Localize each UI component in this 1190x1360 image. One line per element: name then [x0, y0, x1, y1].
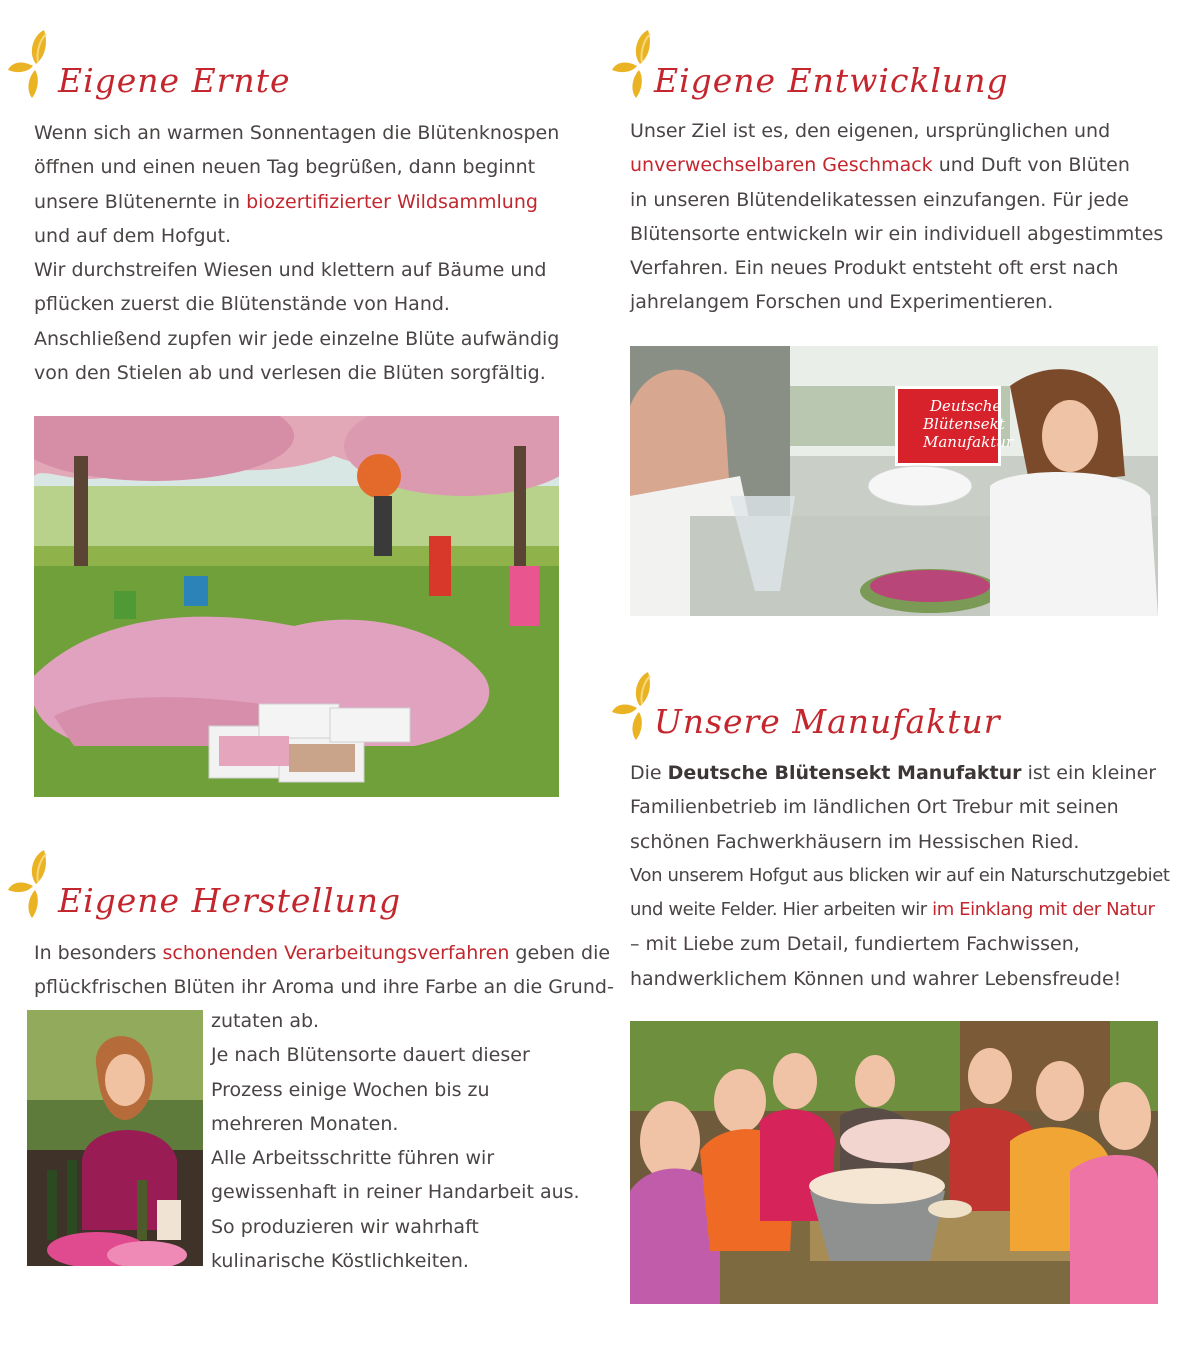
text-segment: öffnen und einen neuen Tag begrüßen, dann beginnt [34, 156, 536, 179]
text-line [211, 1141, 591, 1175]
text-line [211, 1038, 591, 1072]
text-segment: ist ein kleiner [1021, 762, 1157, 784]
text-line [630, 962, 1178, 996]
text-segment: und weite Felder. Hier arbeiten wir [630, 899, 933, 921]
text-line [630, 183, 1175, 217]
text-line [630, 859, 1178, 893]
text-line [630, 927, 1178, 961]
text-segment: von den Stielen ab und verlesen die Blüten sorgfältig. [34, 362, 546, 385]
lab-sign-line-0: Deutsche [930, 397, 1002, 415]
text-line [211, 1073, 591, 1107]
text-segment: schönen Fachwerkhäusern im Hessischen Ried. [630, 830, 1080, 853]
lab-sign-line-2: Manufaktur [923, 433, 1014, 451]
text-segment: Anschließend zupfen wir jede einzelne Blüte aufwändig [34, 327, 560, 350]
text-line [34, 936, 611, 970]
text-segment: Wenn sich an warmen Sonnentagen die Blütenknospen [34, 122, 560, 144]
text-segment: zutaten ab. [211, 1010, 320, 1032]
text-segment: Von unserem Hofgut aus blicken wir auf ein Naturschutzgebiet [630, 864, 1170, 886]
text-segment: und auf dem Hofgut. [34, 224, 232, 247]
text-line [630, 790, 1178, 824]
text-segment: handwerklichem Können und wahrer Lebensfreude! [630, 967, 1122, 990]
text-line [34, 150, 579, 184]
text-segment: jahrelangem Forschen und Experimentieren. [630, 291, 1054, 314]
text-line [34, 287, 579, 321]
woman-portrait-photo [27, 1010, 203, 1266]
blossom-harvest-photo [34, 416, 559, 797]
text-line [211, 1004, 591, 1038]
text-segment: Unser Ziel ist es, den eigenen, ursprünglichen und [630, 120, 1111, 142]
lab-tasting-photo [630, 346, 1158, 616]
text-segment: pflückfrischen Blüten ihr Aroma und ihre Farbe an die Grund- [34, 976, 614, 999]
text-line [630, 251, 1175, 285]
text-line [34, 116, 579, 150]
section-text-herstellung [34, 936, 614, 1005]
text-segment: Familienbetrieb im ländlichen Ort Trebur mit seinen [630, 796, 1119, 819]
section-title-ernte: Eigene Ernte [58, 61, 291, 100]
text-line [630, 756, 1178, 790]
bold-text: Deutsche Blütensekt Manufaktur [667, 762, 1022, 784]
text-segment: kulinarische Köstlichkeiten. [211, 1250, 469, 1273]
text-line [34, 253, 579, 287]
lab-sign-line-1: Blütensekt [923, 415, 1005, 433]
section-text-ernte [34, 116, 579, 390]
text-segment: So produzieren wir wahrhaft [211, 1215, 479, 1238]
text-segment: mehreren Monaten. [211, 1112, 399, 1135]
highlighted-text: biozertifizierter Wildsammlung [246, 190, 538, 213]
text-line [34, 219, 579, 253]
section-text-manufaktur [630, 756, 1178, 996]
text-line [211, 1210, 591, 1244]
section-title-entwicklung: Eigene Entwicklung [654, 61, 1009, 100]
text-line [34, 970, 614, 1004]
text-segment: in unseren Blütendelikatessen einzufangen. Für jede [630, 188, 1129, 211]
text-segment: Blütensorte entwickeln wir ein individuell abgestimmtes [630, 222, 1164, 245]
text-line [34, 322, 579, 356]
highlighted-text: schonenden Verarbeitungsverfahren [162, 942, 510, 964]
section-text-herstellung-continued [211, 1004, 591, 1278]
text-line [34, 356, 579, 390]
text-segment: und Duft von Blüten [932, 154, 1130, 177]
text-line [630, 825, 1178, 859]
text-line [630, 217, 1175, 251]
text-line [211, 1244, 591, 1278]
text-segment: pflücken zuerst die Blütenstände von Hand. [34, 293, 450, 316]
text-segment: Alle Arbeitsschritte führen wir [211, 1147, 495, 1170]
text-segment: Die [630, 762, 668, 784]
text-line [34, 185, 579, 219]
text-line [211, 1175, 591, 1209]
text-segment: geben die [509, 942, 611, 964]
text-segment: Wir durchstreifen Wiesen und klettern auf Bäume und [34, 259, 547, 282]
text-segment: Prozess einige Wochen bis zu [211, 1078, 490, 1101]
highlighted-text: unverwechselbaren Geschmack [630, 154, 933, 177]
text-segment: unsere Blütenernte in [34, 190, 247, 213]
text-line [630, 114, 1175, 148]
text-line [211, 1107, 591, 1141]
text-segment: Je nach Blütensorte dauert dieser [211, 1044, 530, 1067]
text-segment: – mit Liebe zum Detail, fundiertem Fachwissen, [630, 933, 1080, 956]
section-text-entwicklung [630, 114, 1175, 320]
text-segment: gewissenhaft in reiner Handarbeit aus. [211, 1181, 580, 1204]
team-table-photo [630, 1021, 1158, 1304]
text-line [630, 148, 1175, 182]
text-segment: In besonders [34, 942, 163, 964]
section-title-herstellung: Eigene Herstellung [58, 881, 402, 920]
text-segment: Verfahren. Ein neues Produkt entsteht oft erst nach [630, 257, 1119, 280]
section-title-manufaktur: Unsere Manufaktur [654, 702, 1001, 741]
text-line [630, 893, 1178, 927]
highlighted-text: im Einklang mit der Natur [932, 899, 1155, 921]
flower-petal-icon [6, 28, 62, 100]
flower-petal-icon [6, 848, 62, 920]
text-line [630, 285, 1175, 319]
